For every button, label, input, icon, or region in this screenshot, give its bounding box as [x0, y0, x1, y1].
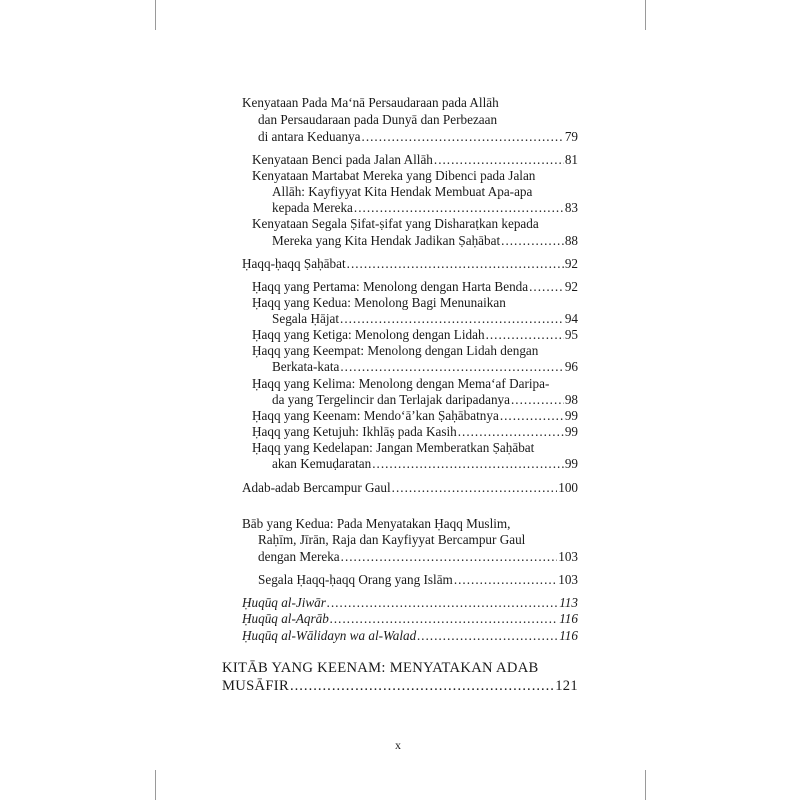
toc-entry-title: di antara Keduanya [258, 129, 361, 144]
toc-entry-title: Ḥaqq yang Pertama: Menolong dengan Harta Benda [252, 279, 529, 294]
leader-dots [417, 627, 558, 644]
toc-entry [242, 479, 578, 496]
toc-page-number: 99 [564, 424, 578, 439]
leader-dots [354, 199, 564, 216]
toc-page-number: 121 [555, 678, 578, 694]
crop-mark [155, 0, 156, 30]
leader-dots [340, 310, 564, 327]
toc-entry [272, 232, 578, 249]
leader-dots [372, 455, 564, 472]
toc-page-number: 92 [564, 279, 578, 294]
toc-entry-title: Segala Ḥaqq-ḥaqq Orang yang Islām [258, 572, 453, 587]
toc-entry-line: Raḥīm, Jīrān, Raja dan Kayfiyyat Bercampur Gaul [258, 532, 526, 547]
toc-page-number: 95 [564, 327, 578, 342]
toc-entry-line: Kenyataan Pada Ma‘nā Persaudaraan pada Allāh [242, 95, 499, 110]
toc-entry-title: dengan Mereka [258, 549, 340, 564]
toc-entry-title: da yang Tergelincir dan Terlajak daripadanya [272, 392, 510, 407]
toc-entry [258, 548, 578, 565]
toc-entry-line: Ḥaqq yang Kedelapan: Jangan Memberatkan Ṣaḥābat [252, 440, 535, 455]
toc-entry [242, 610, 578, 627]
toc-entry [242, 594, 578, 611]
toc-entry [258, 571, 578, 588]
page-folio: x [395, 738, 401, 752]
toc-entry [252, 407, 578, 424]
toc-entry [242, 627, 578, 644]
toc-entry [252, 423, 578, 440]
toc-page-number: 81 [564, 152, 578, 167]
toc-entry-line: Bāb yang Kedua: Pada Menyatakan Ḥaqq Muslim, [242, 516, 511, 531]
leader-dots [347, 255, 564, 272]
crop-mark [645, 0, 646, 30]
toc-entry-title: Kenyataan Benci pada Jalan Allāh [252, 152, 433, 167]
toc-entry-title: Ḥuqūq al-Wālidayn wa al-Walad [242, 628, 417, 643]
leader-dots [511, 391, 564, 408]
toc-entry-title: Ḥaqq yang Keenam: Mendo‘ā’kan Ṣaḥābatnya [252, 408, 499, 423]
toc-entry [272, 310, 578, 327]
toc-entry-line: Ḥaqq yang Kelima: Menolong dengan Mema‘af Daripa- [252, 376, 550, 391]
toc-page-number: 116 [559, 611, 578, 626]
leader-dots [501, 232, 564, 249]
toc-entry [258, 128, 578, 145]
toc-page-number: 100 [558, 480, 578, 495]
toc-entry [272, 199, 578, 216]
toc-page-number: 96 [564, 359, 578, 374]
toc-chapter-line: KITĀB YANG KEENAM: MENYATAKAN ADAB [222, 660, 539, 676]
leader-dots [340, 358, 563, 375]
toc-page-number: 103 [558, 549, 578, 564]
toc-page-number: 83 [564, 200, 578, 215]
leader-dots [290, 678, 554, 695]
toc-entry-title: Berkata-kata [272, 359, 340, 374]
toc-entry [252, 151, 578, 168]
leader-dots [486, 326, 564, 343]
toc-page-number: 94 [564, 311, 578, 326]
toc-entry-title: Ḥuqūq al-Aqrāb [242, 611, 329, 626]
leader-dots [327, 594, 558, 611]
crop-mark [155, 770, 156, 800]
toc-entry [252, 326, 578, 343]
toc-entry-line: Allāh: Kayfiyyat Kita Hendak Membuat Apa-apa [272, 184, 533, 199]
toc-entry-title: Ḥuqūq al-Jiwār [242, 595, 326, 610]
toc-page-number: 99 [564, 456, 578, 471]
leader-dots [362, 128, 564, 145]
toc-page-number: 88 [564, 233, 578, 248]
toc-page-number: 79 [564, 129, 578, 144]
toc-page-number: 103 [558, 572, 578, 587]
crop-mark [645, 770, 646, 800]
leader-dots [392, 479, 558, 496]
toc-page-number: 113 [559, 595, 578, 610]
toc-entry-line: Ḥaqq yang Keempat: Menolong dengan Lidah dengan [252, 343, 539, 358]
leader-dots [434, 151, 564, 168]
toc-chapter-entry [222, 678, 578, 695]
leader-dots [500, 407, 564, 424]
leader-dots [341, 548, 558, 565]
toc-page-number: 116 [559, 628, 578, 643]
toc-entry-title: Ḥaqq-ḥaqq Ṣaḥābat [242, 256, 346, 271]
toc-entry-line: Kenyataan Segala Ṣifat-ṣifat yang Disharaṭkan kepada [252, 216, 539, 231]
toc-entry-title: akan Kemuḍaratan [272, 456, 372, 471]
toc-entry-line: dan Persaudaraan pada Dunyā dan Perbezaan [258, 112, 498, 127]
leader-dots [529, 278, 564, 295]
toc-entry [272, 358, 578, 375]
toc-entry-title: Segala Ḥājat [272, 311, 340, 326]
toc-page-number: 98 [564, 392, 578, 407]
toc-entry-line: Kenyataan Martabat Mereka yang Dibenci pada Jalan [252, 168, 536, 183]
toc-entry-title: kepada Mereka [272, 200, 353, 215]
toc-page-number: 99 [564, 408, 578, 423]
toc-entry [272, 455, 578, 472]
toc-entry-line: Ḥaqq yang Kedua: Menolong Bagi Menunaikan [252, 295, 506, 310]
toc-entry-title: Ḥaqq yang Ketujuh: Ikhlāṣ pada Kasih [252, 424, 457, 439]
toc-entry [242, 255, 578, 272]
toc-entry-title: Mereka yang Kita Hendak Jadikan Ṣaḥābat [272, 233, 501, 248]
toc-entry-title: Adab-adab Bercampur Gaul [242, 480, 391, 495]
toc-entry [272, 391, 578, 408]
toc-page-number: 92 [564, 256, 578, 271]
toc-entry [252, 278, 578, 295]
toc-entry-title: Ḥaqq yang Ketiga: Menolong dengan Lidah [252, 327, 485, 342]
leader-dots [458, 423, 564, 440]
toc-entry-title: MUSĀFIR [222, 678, 289, 694]
leader-dots [454, 571, 557, 588]
leader-dots [330, 610, 558, 627]
